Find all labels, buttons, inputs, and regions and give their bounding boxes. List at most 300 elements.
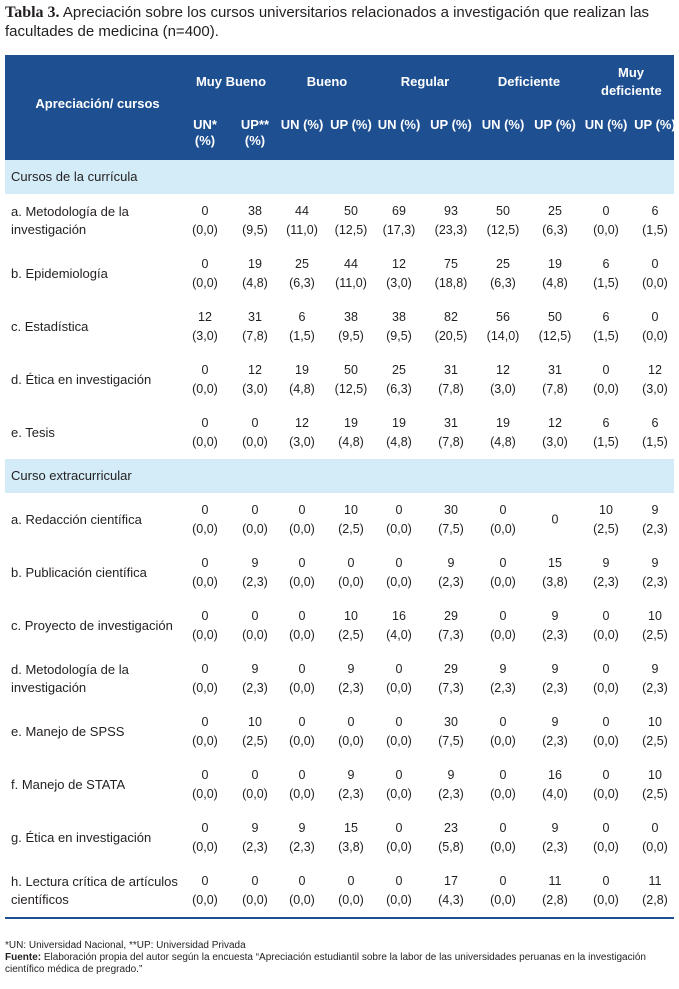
value-cell [230,501,280,539]
value-cell [277,766,327,804]
count-value: 12 [392,256,406,271]
percent-value: (0,0) [192,381,218,396]
percent-value: (2,3) [542,627,568,642]
percent-value: (2,3) [242,680,268,695]
percent-value: (0,0) [386,680,412,695]
footnote-abbrev: *UN: Universidad Nacional, **UP: Universidad Privada [5,940,246,951]
percent-value: (2,3) [338,680,364,695]
count-value: 50 [344,362,358,377]
percent-value: (0,0) [192,627,218,642]
header-subcol: UP (%) [634,117,676,132]
count-value: 9 [651,661,659,676]
value-cell [478,308,528,346]
percent-value: (3,0) [289,434,315,449]
value-cell [326,361,376,399]
percent-value: (1,5) [593,275,619,290]
value-cell [277,819,327,857]
count-value: 31 [444,415,458,430]
count-value: 38 [392,309,406,324]
percent-value: (4,0) [542,786,568,801]
value-cell [374,819,424,857]
value-cell [426,414,476,452]
value-cell [530,660,580,698]
table-row [5,546,674,599]
value-cell [326,554,376,592]
count-value: 9 [551,608,559,623]
percent-value: (1,5) [593,328,619,343]
value-cell [326,501,376,539]
percent-value: (2,3) [542,680,568,695]
value-cell [180,766,230,804]
value-cell [374,361,424,399]
value-cell [478,554,528,592]
count-value: 10 [648,608,662,623]
percent-value: (0,0) [242,786,268,801]
value-cell [374,414,424,452]
value-cell [581,713,631,751]
percent-value: (7,5) [438,733,464,748]
percent-value: (2,8) [642,892,668,907]
percent-value: (2,3) [490,680,516,695]
count-value: 15 [548,555,562,570]
table-row [5,652,674,705]
count-value: 0 [251,502,259,517]
count-value: 19 [548,256,562,271]
value-cell [478,255,528,293]
count-value: 30 [444,714,458,729]
count-value: 38 [248,203,262,218]
count-value: 44 [295,203,309,218]
value-cell [478,713,528,751]
value-cell [630,872,679,910]
value-cell [180,872,230,910]
count-value: 12 [496,362,510,377]
percent-value: (2,5) [338,627,364,642]
header-subcol: UP (%) [534,117,576,132]
percent-value: (2,3) [338,786,364,801]
value-cell [180,308,230,346]
value-cell [374,607,424,645]
value-cell [530,308,580,346]
value-cell [277,202,327,240]
count-value: 0 [201,415,209,430]
value-cell [230,660,280,698]
value-cell [530,414,580,452]
count-value: 6 [602,415,610,430]
value-cell [277,308,327,346]
header-subcol: UP** (%) [240,117,270,148]
table-row [5,599,674,652]
count-value: 0 [201,362,209,377]
percent-value: (4,8) [386,434,412,449]
count-value: 0 [499,502,507,517]
percent-value: (3,0) [386,275,412,290]
header-subcol: UN (%) [280,117,324,132]
header-subcol: UN (%) [584,117,628,132]
percent-value: (6,3) [542,222,568,237]
count-value: 9 [651,502,659,517]
value-cell [230,554,280,592]
percent-value: (4,8) [242,275,268,290]
count-value: 0 [499,555,507,570]
percent-value: (0,0) [289,627,315,642]
value-cell [530,510,580,529]
percent-value: (0,0) [242,521,268,536]
value-cell [230,255,280,293]
row-label: c. Proyecto de investigación [11,617,173,633]
count-value: 17 [444,873,458,888]
count-value: 31 [248,309,262,324]
value-cell [478,766,528,804]
percent-value: (0,0) [242,627,268,642]
value-cell [277,713,327,751]
value-cell [426,501,476,539]
count-value: 0 [395,502,403,517]
table-bottom-rule [5,917,674,919]
percent-value: (0,0) [386,892,412,907]
value-cell [326,414,376,452]
percent-value: (3,0) [490,381,516,396]
value-cell [230,766,280,804]
count-value: 9 [551,820,559,835]
percent-value: (3,0) [242,381,268,396]
count-value: 19 [248,256,262,271]
count-value: 0 [602,661,610,676]
value-cell [581,414,631,452]
count-value: 10 [344,502,358,517]
table-caption: Apreciación sobre los cursos universitarios relacionados a investigación que realizan las facultades de medicina (n=400). [5,4,650,40]
percent-value: (7,5) [438,521,464,536]
percent-value: (4,8) [490,434,516,449]
count-value: 19 [496,415,510,430]
percent-value: (12,5) [538,328,572,343]
count-value: 0 [395,661,403,676]
count-value: 0 [651,309,659,324]
percent-value: (0,0) [192,574,218,589]
percent-value: (0,0) [192,680,218,695]
count-value: 0 [298,608,306,623]
percent-value: (17,3) [382,222,416,237]
percent-value: (0,0) [242,434,268,449]
row-label: b. Epidemiología [11,265,108,281]
count-value: 0 [602,820,610,835]
percent-value: (0,0) [289,680,315,695]
count-value: 6 [651,203,659,218]
count-value: 50 [496,203,510,218]
percent-value: (12,5) [486,222,520,237]
count-value: 9 [347,767,355,782]
table-row [5,300,674,353]
header-first-col: Apreciación/ cursos [35,96,160,111]
count-value: 50 [548,309,562,324]
count-value: 0 [347,555,355,570]
table-row [5,247,674,300]
value-cell [374,308,424,346]
row-label: a. Metodología de la investigación [11,203,129,237]
value-cell [230,202,280,240]
count-value: 82 [444,309,458,324]
table-row [5,353,674,406]
table-row [5,864,674,917]
value-cell [581,554,631,592]
count-value: 25 [392,362,406,377]
table-header [5,55,674,160]
percent-value: (2,3) [242,574,268,589]
count-value: 29 [444,608,458,623]
count-value: 0 [347,873,355,888]
percent-value: (0,0) [192,434,218,449]
percent-value: (0,0) [338,574,364,589]
percent-value: (4,8) [338,434,364,449]
row-label: f. Manejo de STATA [11,776,126,792]
percent-value: (4,0) [386,627,412,642]
value-cell [530,607,580,645]
count-value: 0 [499,873,507,888]
percent-value: (0,0) [386,733,412,748]
value-cell [630,819,679,857]
percent-value: (9,5) [242,222,268,237]
percent-value: (0,0) [338,733,364,748]
value-cell [326,255,376,293]
count-value: 0 [602,767,610,782]
percent-value: (4,3) [438,892,464,907]
percent-value: (1,5) [642,222,668,237]
row-label: e. Manejo de SPSS [11,723,125,739]
value-cell [426,361,476,399]
percent-value: (2,5) [642,733,668,748]
count-value: 0 [395,767,403,782]
percent-value: (5,8) [438,839,464,854]
percent-value: (0,0) [386,786,412,801]
value-cell [478,202,528,240]
count-value: 0 [602,608,610,623]
percent-value: (18,8) [434,275,468,290]
value-cell [426,872,476,910]
value-cell [326,819,376,857]
value-cell [326,607,376,645]
value-cell [374,255,424,293]
row-label: d. Ética en investigación [11,371,152,387]
value-cell [326,202,376,240]
percent-value: (11,0) [335,275,367,290]
value-cell [230,713,280,751]
count-value: 0 [201,661,209,676]
percent-value: (6,3) [289,275,315,290]
percent-value: (12,5) [334,222,368,237]
value-cell [581,255,631,293]
header-group: Regular [400,74,450,89]
value-cell [581,308,631,346]
percent-value: (3,0) [192,328,218,343]
percent-value: (2,5) [593,521,619,536]
percent-value: (2,3) [642,680,668,695]
count-value: 0 [298,714,306,729]
percent-value: (0,0) [192,275,218,290]
count-value: 0 [551,512,559,526]
percent-value: (2,5) [642,786,668,801]
count-value: 12 [548,415,562,430]
count-value: 12 [648,362,662,377]
percent-value: (14,0) [486,328,520,343]
source-label: Fuente: [5,952,42,963]
percent-value: (2,3) [642,574,668,589]
percent-value: (7,8) [542,381,568,396]
percent-value: (2,3) [642,521,668,536]
count-value: 6 [602,309,610,324]
value-cell [277,361,327,399]
value-cell [478,872,528,910]
table-number: Tabla 3. [5,4,60,21]
percent-value: (20,5) [434,328,468,343]
count-value: 25 [496,256,510,271]
value-cell [478,361,528,399]
percent-value: (0,0) [642,328,668,343]
value-cell [630,554,679,592]
percent-value: (0,0) [289,892,315,907]
percent-value: (0,0) [490,839,516,854]
count-value: 10 [248,714,262,729]
percent-value: (0,0) [386,574,412,589]
value-cell [230,308,280,346]
count-value: 16 [392,608,406,623]
header-subcol: UN* (%) [193,117,217,148]
value-cell [530,361,580,399]
percent-value: (0,0) [642,275,668,290]
value-cell [426,255,476,293]
count-value: 38 [344,309,358,324]
count-value: 9 [551,714,559,729]
percent-value: (2,5) [642,627,668,642]
count-value: 50 [344,203,358,218]
value-cell [326,660,376,698]
percent-value: (0,0) [490,733,516,748]
count-value: 0 [201,608,209,623]
percent-value: (0,0) [192,222,218,237]
count-value: 0 [298,873,306,888]
value-cell [630,766,679,804]
value-cell [530,255,580,293]
count-value: 16 [548,767,562,782]
value-cell [630,713,679,751]
table-row [5,406,674,459]
percent-value: (0,0) [192,786,218,801]
value-cell [630,202,679,240]
count-value: 6 [651,415,659,430]
count-value: 10 [599,502,613,517]
count-value: 6 [602,256,610,271]
value-cell [581,766,631,804]
percent-value: (0,0) [289,521,315,536]
percent-value: (7,8) [242,328,268,343]
percent-value: (2,5) [338,521,364,536]
row-label: a. Redacción científica [11,511,142,527]
count-value: 0 [298,555,306,570]
value-cell [630,414,679,452]
count-value: 0 [395,873,403,888]
count-value: 0 [602,203,610,218]
value-cell [374,660,424,698]
percent-value: (0,0) [289,733,315,748]
count-value: 0 [651,820,659,835]
percent-value: (23,3) [434,222,468,237]
count-value: 9 [499,661,507,676]
value-cell [426,308,476,346]
count-value: 0 [201,714,209,729]
percent-value: (6,3) [490,275,516,290]
percent-value: (1,5) [593,434,619,449]
value-cell [478,607,528,645]
count-value: 30 [444,502,458,517]
value-cell [478,660,528,698]
value-cell [630,660,679,698]
table-title [5,3,675,41]
percent-value: (3,8) [542,574,568,589]
value-cell [374,202,424,240]
value-cell [180,819,230,857]
header-subcol: UN (%) [481,117,525,132]
count-value: 15 [344,820,358,835]
value-cell [230,607,280,645]
count-value: 0 [201,256,209,271]
percent-value: (0,0) [338,892,364,907]
value-cell [326,308,376,346]
count-value: 0 [499,820,507,835]
row-label: d. Metodología de la investigación [11,661,129,695]
count-value: 12 [198,309,212,324]
value-cell [426,554,476,592]
value-cell [230,872,280,910]
percent-value: (3,0) [542,434,568,449]
count-value: 25 [548,203,562,218]
row-label: b. Publicación científica [11,564,147,580]
value-cell [374,872,424,910]
count-value: 9 [251,555,259,570]
value-cell [426,607,476,645]
value-cell [426,819,476,857]
row-label: h. Lectura crítica de artículos científicos [11,873,178,907]
percent-value: (0,0) [593,892,619,907]
value-cell [478,414,528,452]
value-cell [326,713,376,751]
value-cell [180,713,230,751]
value-cell [530,872,580,910]
percent-value: (11,0) [286,222,318,237]
value-cell [478,819,528,857]
percent-value: (0,0) [242,892,268,907]
value-cell [277,414,327,452]
count-value: 25 [295,256,309,271]
value-cell [530,713,580,751]
section-header: Curso extracurricular [5,459,674,493]
percent-value: (0,0) [192,521,218,536]
value-cell [277,607,327,645]
section-header: Cursos de la currícula [5,160,674,194]
value-cell [277,554,327,592]
percent-value: (2,3) [542,839,568,854]
count-value: 0 [201,873,209,888]
value-cell [374,766,424,804]
count-value: 31 [548,362,562,377]
percent-value: (7,8) [438,381,464,396]
count-value: 0 [201,767,209,782]
count-value: 31 [444,362,458,377]
value-cell [630,501,679,539]
value-cell [581,607,631,645]
value-cell [581,202,631,240]
percent-value: (0,0) [192,892,218,907]
count-value: 10 [648,714,662,729]
count-value: 9 [602,555,610,570]
